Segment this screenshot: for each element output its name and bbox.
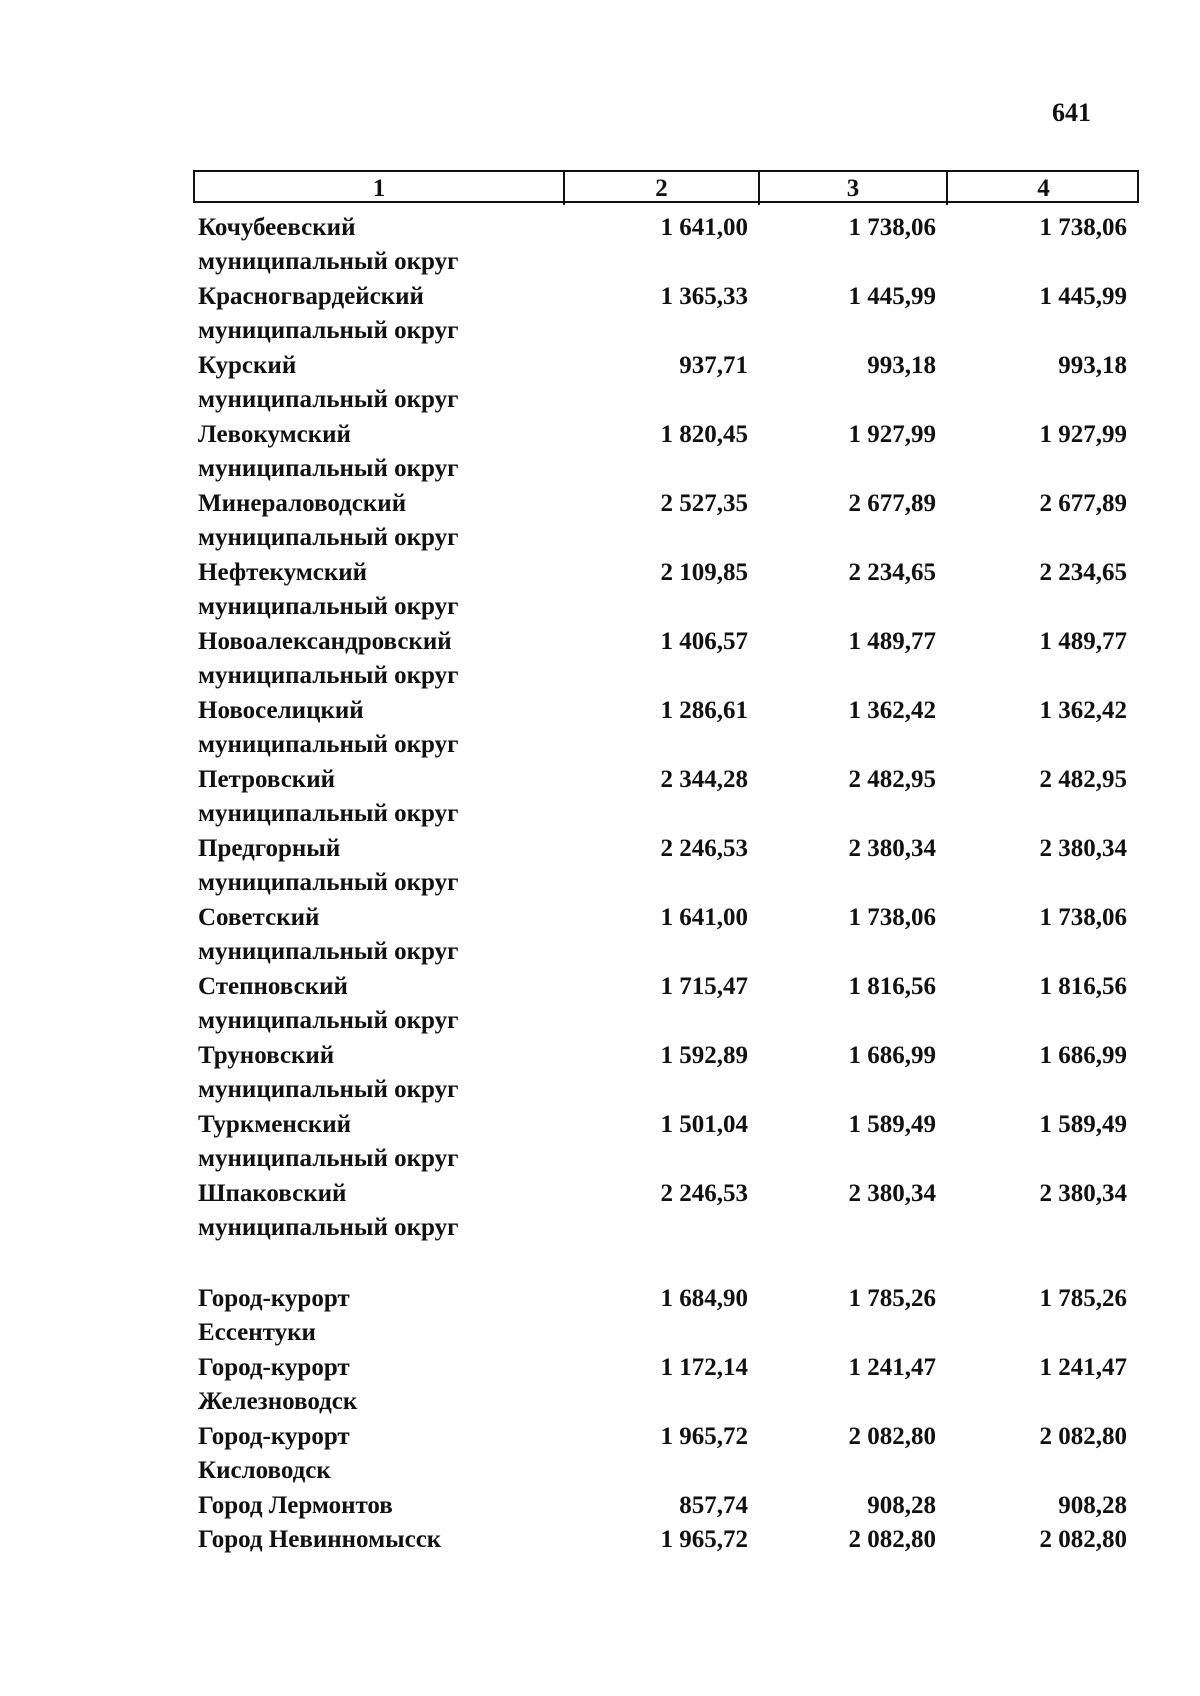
district-name-cell xyxy=(193,1108,563,1177)
section-gap xyxy=(193,1246,1139,1282)
value-col-3: 908,28 xyxy=(867,1492,936,1519)
value-col-2: 1 820,45 xyxy=(660,421,748,448)
value-col-3: 1 816,56 xyxy=(848,973,936,1000)
table-row xyxy=(193,832,1139,901)
district-name-cell xyxy=(193,970,563,1039)
value-col-2: 1 965,72 xyxy=(660,1526,748,1553)
district-name-line: муниципальный округ xyxy=(198,662,459,689)
value-col-4: 2 380,34 xyxy=(1039,1180,1127,1207)
column-header-1: 1 xyxy=(195,172,565,205)
table-row xyxy=(193,211,1139,280)
district-name-cell xyxy=(193,1039,563,1108)
column-header-3: 3 xyxy=(760,172,948,205)
city-name-cell xyxy=(193,1282,563,1351)
district-name-cell xyxy=(193,901,563,970)
table-row xyxy=(193,418,1139,487)
table-header-row xyxy=(193,170,1139,203)
table-row xyxy=(193,1108,1139,1177)
city-name-cell xyxy=(193,1420,563,1489)
value-col-3: 1 489,77 xyxy=(848,628,936,655)
district-name-line: муниципальный округ xyxy=(198,1145,459,1172)
value-col-4: 1 686,99 xyxy=(1039,1042,1127,1069)
district-name-line: муниципальный округ xyxy=(198,386,459,413)
district-name-cell xyxy=(193,280,563,349)
city-name-line: Железноводск xyxy=(198,1388,358,1415)
value-col-4: 2 677,89 xyxy=(1039,490,1127,517)
city-name-line: Ессентуки xyxy=(198,1319,316,1346)
district-name-line: Предгорный xyxy=(198,835,341,862)
value-col-3: 2 234,65 xyxy=(848,559,936,586)
district-name-line: Минераловодский xyxy=(198,490,407,517)
value-col-4: 2 380,34 xyxy=(1039,835,1127,862)
value-col-4: 1 362,42 xyxy=(1039,697,1127,724)
table-row xyxy=(193,1177,1139,1246)
value-col-2: 1 172,14 xyxy=(660,1354,748,1381)
table-row xyxy=(193,694,1139,763)
district-name-cell xyxy=(193,694,563,763)
district-name-line: муниципальный округ xyxy=(198,1007,459,1034)
city-name-cell xyxy=(193,1489,563,1523)
value-col-3: 1 738,06 xyxy=(848,214,936,241)
district-name-cell xyxy=(193,418,563,487)
district-name-line: муниципальный округ xyxy=(198,1214,459,1241)
value-col-2: 2 344,28 xyxy=(660,766,748,793)
value-col-4: 1 445,99 xyxy=(1039,283,1127,310)
value-col-3: 993,18 xyxy=(867,352,936,379)
city-name-line: Город Лермонтов xyxy=(198,1492,393,1519)
value-col-2: 2 246,53 xyxy=(660,835,748,862)
value-col-4: 1 489,77 xyxy=(1039,628,1127,655)
table-row xyxy=(193,1523,1139,1557)
city-name-line: Город-курорт xyxy=(198,1285,350,1312)
value-col-2: 1 715,47 xyxy=(660,973,748,1000)
district-name-line: муниципальный округ xyxy=(198,524,459,551)
table-row xyxy=(193,625,1139,694)
value-col-3: 1 362,42 xyxy=(848,697,936,724)
table-body xyxy=(193,211,1139,1557)
district-name-line: муниципальный округ xyxy=(198,800,459,827)
value-col-4: 2 082,80 xyxy=(1039,1423,1127,1450)
district-name-cell xyxy=(193,211,563,280)
value-col-4: 1 785,26 xyxy=(1039,1285,1127,1312)
value-col-4: 1 738,06 xyxy=(1039,214,1127,241)
value-col-3: 1 445,99 xyxy=(848,283,936,310)
table-row xyxy=(193,763,1139,832)
value-col-2: 1 286,61 xyxy=(660,697,748,724)
table-row xyxy=(193,970,1139,1039)
table-row xyxy=(193,1351,1139,1420)
value-col-2: 1 965,72 xyxy=(660,1423,748,1450)
value-col-4: 1 241,47 xyxy=(1039,1354,1127,1381)
district-name-line: Туркменский xyxy=(198,1111,352,1138)
value-col-2: 937,71 xyxy=(679,352,748,379)
value-col-3: 1 927,99 xyxy=(848,421,936,448)
value-col-3: 2 082,80 xyxy=(848,1526,936,1553)
district-name-cell xyxy=(193,556,563,625)
district-name-line: Красногвардейский xyxy=(198,283,424,310)
value-col-2: 1 365,33 xyxy=(660,283,748,310)
data-table xyxy=(193,170,1139,1557)
city-name-line: Город-курорт xyxy=(198,1423,350,1450)
district-name-line: Петровский xyxy=(198,766,336,793)
table-row xyxy=(193,1039,1139,1108)
city-name-line: Кисловодск xyxy=(198,1457,331,1484)
district-name-cell xyxy=(193,1177,563,1246)
value-col-4: 993,18 xyxy=(1058,352,1127,379)
table-row xyxy=(193,280,1139,349)
district-name-line: Кочубеевский xyxy=(198,214,356,241)
table-row xyxy=(193,1489,1139,1523)
value-col-3: 2 380,34 xyxy=(848,835,936,862)
district-name-line: Степновский xyxy=(198,973,348,1000)
table-row xyxy=(193,1282,1139,1351)
value-col-3: 2 380,34 xyxy=(848,1180,936,1207)
district-name-line: муниципальный округ xyxy=(198,938,459,965)
value-col-4: 2 082,80 xyxy=(1039,1526,1127,1553)
value-col-2: 2 109,85 xyxy=(660,559,748,586)
table-row xyxy=(193,1420,1139,1489)
value-col-3: 2 082,80 xyxy=(848,1423,936,1450)
district-name-line: Советский xyxy=(198,904,320,931)
value-col-3: 1 785,26 xyxy=(848,1285,936,1312)
district-name-cell xyxy=(193,625,563,694)
value-col-4: 1 738,06 xyxy=(1039,904,1127,931)
value-col-3: 1 686,99 xyxy=(848,1042,936,1069)
value-col-2: 2 527,35 xyxy=(660,490,748,517)
district-name-line: муниципальный округ xyxy=(198,731,459,758)
value-col-3: 2 482,95 xyxy=(848,766,936,793)
district-name-cell xyxy=(193,487,563,556)
district-name-line: муниципальный округ xyxy=(198,317,459,344)
column-header-2: 2 xyxy=(565,172,760,205)
district-name-line: муниципальный округ xyxy=(198,1076,459,1103)
district-name-line: Новоселицкий xyxy=(198,697,364,724)
city-name-line: Город Невинномысск xyxy=(198,1526,442,1553)
city-name-cell xyxy=(193,1523,563,1557)
value-col-4: 2 234,65 xyxy=(1039,559,1127,586)
district-name-cell xyxy=(193,349,563,418)
district-name-line: Нефтекумский xyxy=(198,559,368,586)
district-name-line: муниципальный округ xyxy=(198,248,459,275)
value-col-2: 1 684,90 xyxy=(660,1285,748,1312)
district-name-cell xyxy=(193,832,563,901)
table-row xyxy=(193,556,1139,625)
value-col-3: 2 677,89 xyxy=(848,490,936,517)
value-col-2: 1 501,04 xyxy=(660,1111,748,1138)
district-name-line: Новоалександровский xyxy=(198,628,452,655)
district-name-line: муниципальный округ xyxy=(198,869,459,896)
district-name-line: Шпаковский xyxy=(198,1180,347,1207)
page-number: 641 xyxy=(1052,98,1091,127)
city-name-line: Город-курорт xyxy=(198,1354,350,1381)
value-col-4: 1 927,99 xyxy=(1039,421,1127,448)
value-col-2: 1 641,00 xyxy=(660,214,748,241)
column-header-4: 4 xyxy=(1037,175,1050,202)
value-col-2: 857,74 xyxy=(679,1492,748,1519)
district-name-cell xyxy=(193,763,563,832)
table-row xyxy=(193,349,1139,418)
district-name-line: Курский xyxy=(198,352,297,379)
value-col-4: 1 589,49 xyxy=(1039,1111,1127,1138)
value-col-4: 1 816,56 xyxy=(1039,973,1127,1000)
value-col-3: 1 738,06 xyxy=(848,904,936,931)
district-name-line: Левокумский xyxy=(198,421,351,448)
city-name-cell xyxy=(193,1351,563,1420)
value-col-2: 1 406,57 xyxy=(660,628,748,655)
value-col-2: 2 246,53 xyxy=(660,1180,748,1207)
value-col-4: 908,28 xyxy=(1058,1492,1127,1519)
value-col-3: 1 241,47 xyxy=(848,1354,936,1381)
value-col-3: 1 589,49 xyxy=(848,1111,936,1138)
value-col-2: 1 592,89 xyxy=(660,1042,748,1069)
district-name-line: муниципальный округ xyxy=(198,455,459,482)
district-name-line: Труновский xyxy=(198,1042,335,1069)
table-row xyxy=(193,487,1139,556)
table-row xyxy=(193,901,1139,970)
value-col-2: 1 641,00 xyxy=(660,904,748,931)
value-col-4: 2 482,95 xyxy=(1039,766,1127,793)
district-name-line: муниципальный округ xyxy=(198,593,459,620)
